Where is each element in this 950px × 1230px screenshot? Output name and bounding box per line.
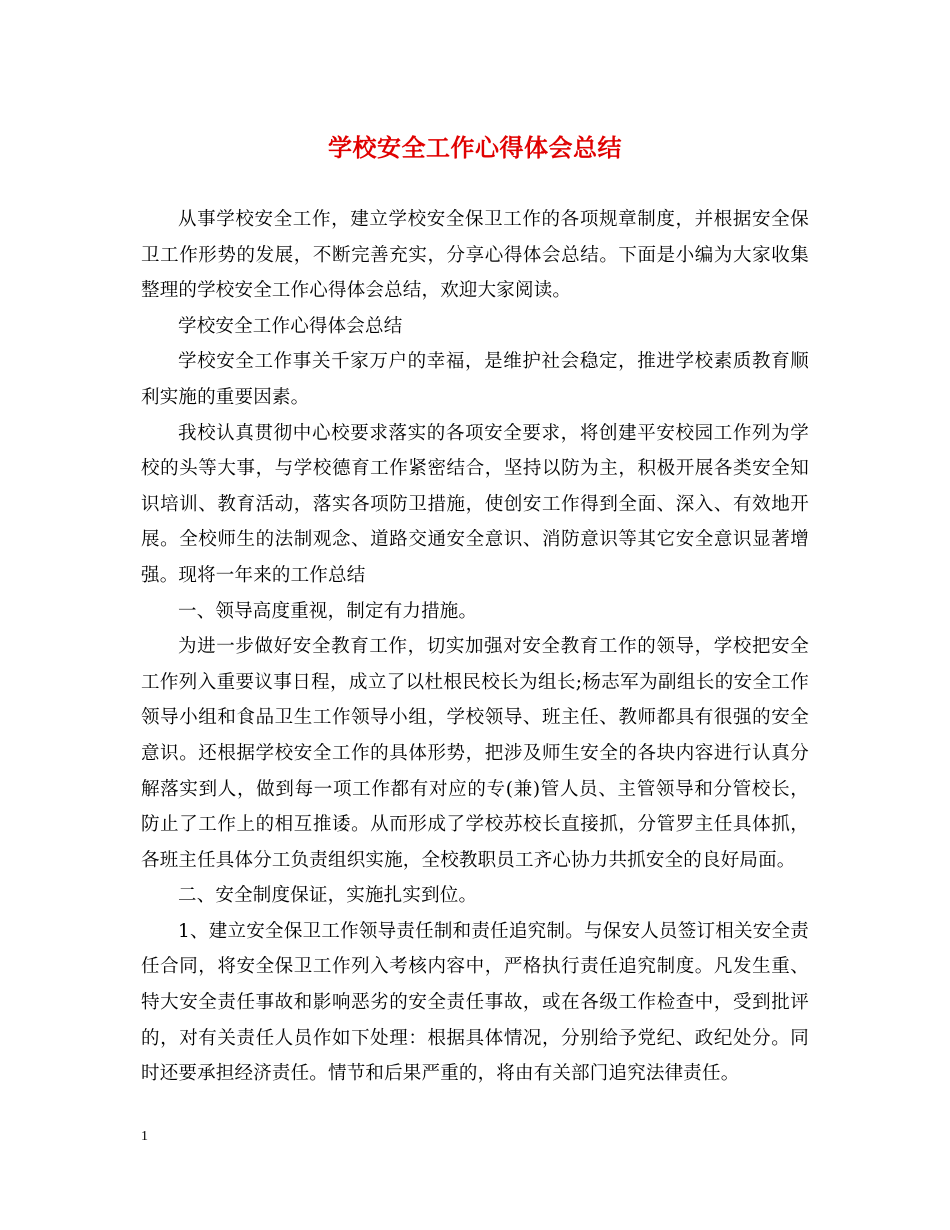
body-paragraph: 学校安全工作事关千家万户的幸福，是维护社会稳定，推进学校素质教育顺利实施的重要因素。 [141, 351, 809, 408]
document-body [141, 202, 809, 1092]
page-number: 1 [141, 1129, 148, 1144]
subtitle-paragraph: 学校安全工作心得体会总结 [178, 315, 403, 337]
document-title: 学校安全工作心得体会总结 [328, 133, 622, 162]
body-paragraph: 我校认真贯彻中心校要求落实的各项安全要求，将创建平安校园工作列为学校的头等大事，与学校德育工作紧密结合，坚持以防为主，积极开展各类安全知识培训、教育活动，落实各项防卫措施，使创安工作得到全面、深入、有效地开展。全校师生的法制观念、道路交通安全意识、消防意识等其它安全意识显著增强。现将一年来的工作总结 [141, 422, 809, 586]
section-heading: 一、领导高度重视，制定有力措施。 [178, 600, 478, 622]
section-heading: 二、安全制度保证，实施扎实到位。 [178, 885, 478, 907]
body-paragraph: 为进一步做好安全教育工作，切实加强对安全教育工作的领导，学校把安全工作列入重要议事日程，成立了以杜根民校长为组长;杨志军为副组长的安全工作领导小组和食品卫生工作领导小组，学校领导、班主任、教师都具有很强的安全意识。还根据学校安全工作的具体形势，把涉及师生安全的各块内容进行认真分解落实到人，做到每一项工作都有对应的专(兼)管人员、主管领导和分管校长，防止了工作上的相互推诿。从而形成了学校苏校长直接抓，分管罗主任具体抓，各班主任具体分工负责组织实施，全校教职员工齐心协力共抓安全的良好局面。 [141, 636, 809, 871]
body-paragraph: 1、建立安全保卫工作领导责任制和责任追究制。与保安人员签订相关安全责任合同，将安全保卫工作列入考核内容中，严格执行责任追究制度。凡发生重、特大安全责任事故和影响恶劣的安全责任事故，或在各级工作检查中，受到批评的，对有关责任人员作如下处理：根据具体情况，分别给予党纪、政纪处分。同时还要承担经济责任。情节和后果严重的，将由有关部门追究法律责任。 [141, 920, 809, 1085]
intro-paragraph: 从事学校安全工作，建立学校安全保卫工作的各项规章制度，并根据安全保卫工作形势的发展，不断完善充实，分享心得体会总结。下面是小编为大家收集整理的学校安全工作心得体会总结，欢迎大家阅读。 [141, 209, 809, 302]
